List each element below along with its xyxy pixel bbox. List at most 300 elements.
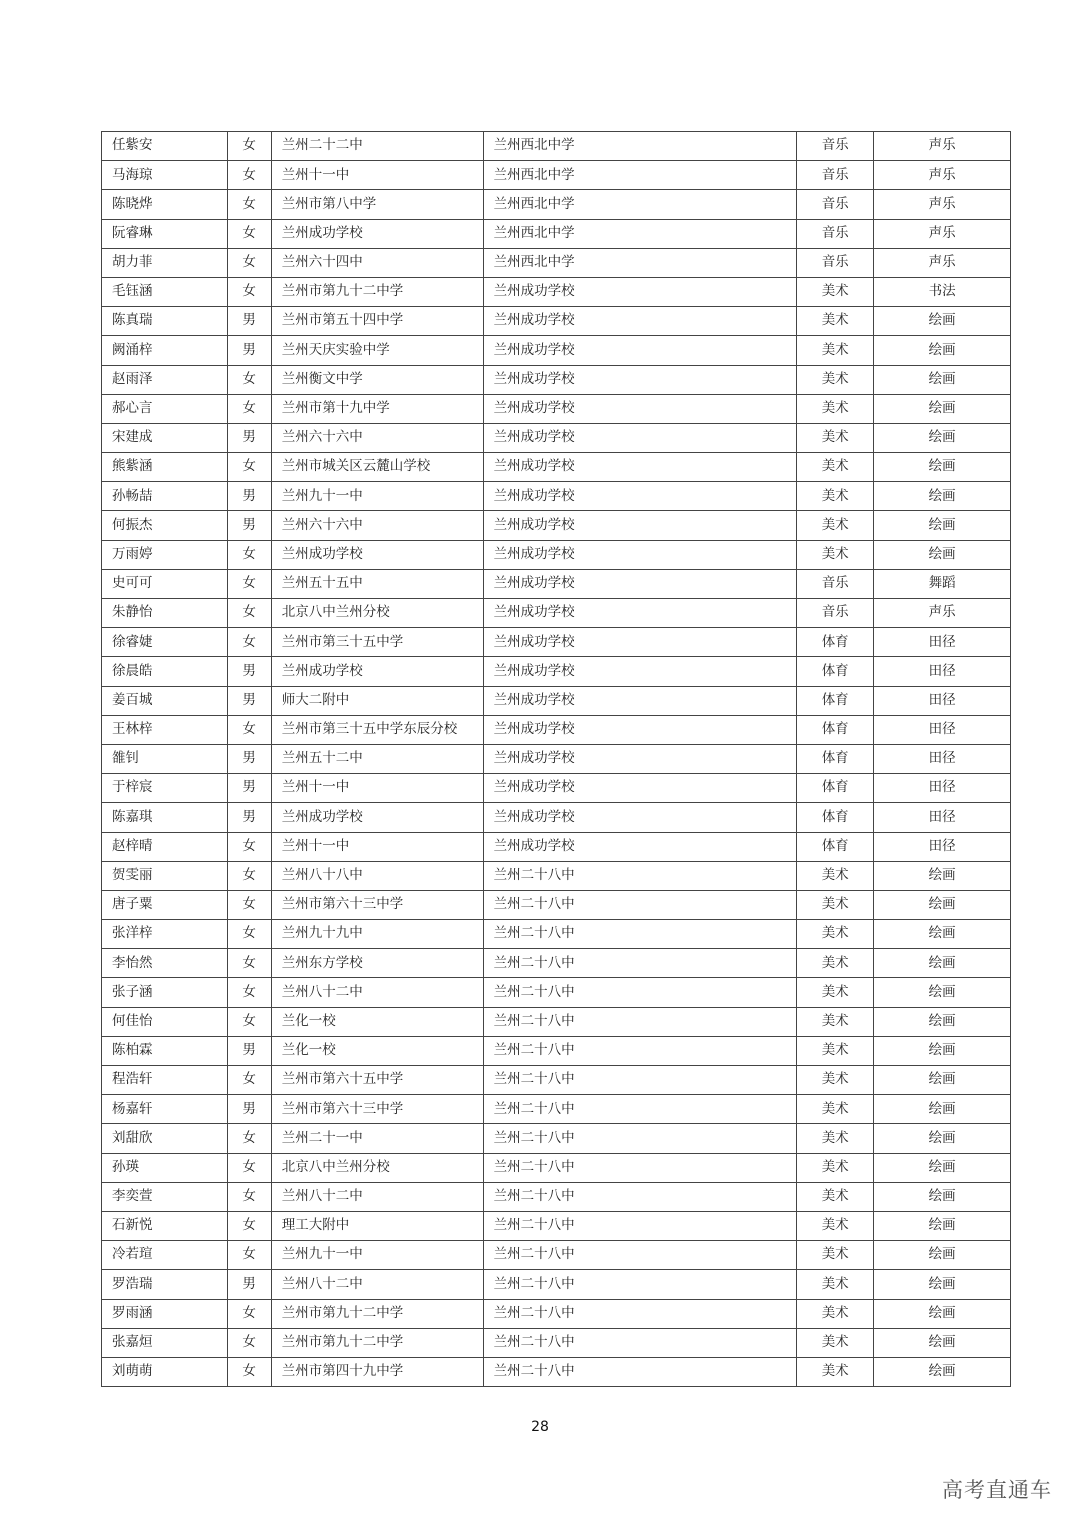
category-cell: 美术 (797, 336, 874, 365)
current-school-cell: 北京八中兰州分校 (271, 599, 483, 628)
current-school-cell: 兰州六十六中 (271, 511, 483, 540)
gender-cell: 女 (227, 394, 271, 423)
admitted-school-cell: 兰州二十八中 (483, 1124, 796, 1153)
current-school-cell: 兰州九十一中 (271, 1241, 483, 1270)
current-school-cell: 北京八中兰州分校 (271, 1153, 483, 1182)
table-row (102, 803, 1011, 832)
current-school-cell: 兰州衡文中学 (271, 365, 483, 394)
table-row (102, 1299, 1011, 1328)
gender-cell: 男 (227, 511, 271, 540)
category-cell: 体育 (797, 686, 874, 715)
table-row (102, 628, 1011, 657)
category-cell: 美术 (797, 453, 874, 482)
category-cell: 音乐 (797, 569, 874, 598)
gender-cell: 女 (227, 1182, 271, 1211)
subcategory-cell: 声乐 (874, 132, 1011, 161)
category-cell: 美术 (797, 511, 874, 540)
admitted-school-cell: 兰州二十八中 (483, 1211, 796, 1240)
current-school-cell: 兰州八十二中 (271, 1270, 483, 1299)
student-name-cell: 陈真瑞 (102, 307, 228, 336)
category-cell: 美术 (797, 861, 874, 890)
subcategory-cell: 绘画 (874, 423, 1011, 452)
student-name-cell: 雒钊 (102, 744, 228, 773)
subcategory-cell: 声乐 (874, 248, 1011, 277)
current-school-cell: 兰州九十九中 (271, 920, 483, 949)
subcategory-cell: 声乐 (874, 190, 1011, 219)
table-row (102, 423, 1011, 452)
student-name-cell: 陈柏霖 (102, 1036, 228, 1065)
subcategory-cell: 田径 (874, 774, 1011, 803)
student-name-cell: 阙涌梓 (102, 336, 228, 365)
subcategory-cell: 绘画 (874, 920, 1011, 949)
gender-cell: 男 (227, 774, 271, 803)
subcategory-cell: 绘画 (874, 978, 1011, 1007)
category-cell: 美术 (797, 920, 874, 949)
subcategory-cell: 绘画 (874, 1153, 1011, 1182)
admitted-school-cell: 兰州二十八中 (483, 949, 796, 978)
category-cell: 音乐 (797, 190, 874, 219)
subcategory-cell: 声乐 (874, 161, 1011, 190)
gender-cell: 女 (227, 1153, 271, 1182)
admitted-school-cell: 兰州二十八中 (483, 1270, 796, 1299)
admitted-school-cell: 兰州西北中学 (483, 132, 796, 161)
subcategory-cell: 绘画 (874, 861, 1011, 890)
student-name-cell: 李怡然 (102, 949, 228, 978)
table-row (102, 219, 1011, 248)
student-name-cell: 于梓宸 (102, 774, 228, 803)
subcategory-cell: 绘画 (874, 1182, 1011, 1211)
gender-cell: 女 (227, 453, 271, 482)
category-cell: 美术 (797, 1270, 874, 1299)
table-row (102, 132, 1011, 161)
student-name-cell: 冷若瑄 (102, 1241, 228, 1270)
category-cell: 美术 (797, 307, 874, 336)
category-cell: 美术 (797, 482, 874, 511)
gender-cell: 女 (227, 1066, 271, 1095)
current-school-cell: 兰州五十五中 (271, 569, 483, 598)
gender-cell: 女 (227, 861, 271, 890)
subcategory-cell: 绘画 (874, 1270, 1011, 1299)
category-cell: 美术 (797, 1211, 874, 1240)
student-name-cell: 杨嘉轩 (102, 1095, 228, 1124)
category-cell: 美术 (797, 890, 874, 919)
admitted-school-cell: 兰州成功学校 (483, 307, 796, 336)
student-name-cell: 张洋梓 (102, 920, 228, 949)
table-row (102, 336, 1011, 365)
student-name-cell: 毛钰涵 (102, 277, 228, 306)
subcategory-cell: 绘画 (874, 540, 1011, 569)
gender-cell: 女 (227, 248, 271, 277)
subcategory-cell: 绘画 (874, 1066, 1011, 1095)
table-row (102, 715, 1011, 744)
gender-cell: 女 (227, 949, 271, 978)
admitted-school-cell: 兰州成功学校 (483, 744, 796, 773)
admitted-school-cell: 兰州成功学校 (483, 336, 796, 365)
admitted-school-cell: 兰州成功学校 (483, 832, 796, 861)
table-row (102, 1357, 1011, 1386)
gender-cell: 女 (227, 277, 271, 306)
category-cell: 体育 (797, 803, 874, 832)
admitted-school-cell: 兰州二十八中 (483, 1007, 796, 1036)
gender-cell: 男 (227, 423, 271, 452)
subcategory-cell: 田径 (874, 832, 1011, 861)
subcategory-cell: 田径 (874, 715, 1011, 744)
admitted-school-cell: 兰州二十八中 (483, 1357, 796, 1386)
current-school-cell: 兰州六十四中 (271, 248, 483, 277)
subcategory-cell: 绘画 (874, 1241, 1011, 1270)
current-school-cell: 兰州市第三十五中学 (271, 628, 483, 657)
gender-cell: 男 (227, 686, 271, 715)
category-cell: 美术 (797, 1036, 874, 1065)
current-school-cell: 理工大附中 (271, 1211, 483, 1240)
student-name-cell: 赵梓晴 (102, 832, 228, 861)
table-row (102, 511, 1011, 540)
admitted-school-cell: 兰州成功学校 (483, 423, 796, 452)
admitted-school-cell: 兰州二十八中 (483, 1066, 796, 1095)
table-row (102, 1036, 1011, 1065)
admitted-school-cell: 兰州二十八中 (483, 1328, 796, 1357)
category-cell: 美术 (797, 978, 874, 1007)
table-row (102, 365, 1011, 394)
subcategory-cell: 绘画 (874, 949, 1011, 978)
subcategory-cell: 绘画 (874, 394, 1011, 423)
gender-cell: 女 (227, 1241, 271, 1270)
student-name-cell: 郝心言 (102, 394, 228, 423)
category-cell: 美术 (797, 1153, 874, 1182)
student-name-cell: 陈晓烨 (102, 190, 228, 219)
gender-cell: 男 (227, 744, 271, 773)
current-school-cell: 兰州市第九十二中学 (271, 1299, 483, 1328)
table-row (102, 1124, 1011, 1153)
current-school-cell: 兰州成功学校 (271, 540, 483, 569)
table-row (102, 686, 1011, 715)
roster-body (102, 132, 1011, 1387)
current-school-cell: 兰州八十八中 (271, 861, 483, 890)
subcategory-cell: 田径 (874, 628, 1011, 657)
student-name-cell: 石新悦 (102, 1211, 228, 1240)
current-school-cell: 兰化一校 (271, 1036, 483, 1065)
admitted-school-cell: 兰州西北中学 (483, 190, 796, 219)
category-cell: 体育 (797, 832, 874, 861)
current-school-cell: 兰州六十六中 (271, 423, 483, 452)
student-name-cell: 张子涵 (102, 978, 228, 1007)
student-name-cell: 贺雯丽 (102, 861, 228, 890)
admitted-school-cell: 兰州二十八中 (483, 1299, 796, 1328)
student-name-cell: 何振杰 (102, 511, 228, 540)
table-row (102, 1270, 1011, 1299)
subcategory-cell: 绘画 (874, 365, 1011, 394)
current-school-cell: 兰州市第九十二中学 (271, 277, 483, 306)
gender-cell: 女 (227, 890, 271, 919)
category-cell: 美术 (797, 1124, 874, 1153)
student-name-cell: 刘甜欣 (102, 1124, 228, 1153)
gender-cell: 男 (227, 336, 271, 365)
subcategory-cell: 绘画 (874, 453, 1011, 482)
admitted-school-cell: 兰州成功学校 (483, 599, 796, 628)
table-row (102, 1153, 1011, 1182)
category-cell: 美术 (797, 1182, 874, 1211)
gender-cell: 女 (227, 161, 271, 190)
admitted-school-cell: 兰州二十八中 (483, 1241, 796, 1270)
gender-cell: 男 (227, 482, 271, 511)
admitted-school-cell: 兰州成功学校 (483, 540, 796, 569)
current-school-cell: 兰州市第五十四中学 (271, 307, 483, 336)
admitted-school-cell: 兰州二十八中 (483, 1182, 796, 1211)
current-school-cell: 兰州十一中 (271, 161, 483, 190)
admitted-school-cell: 兰州成功学校 (483, 511, 796, 540)
current-school-cell: 师大二附中 (271, 686, 483, 715)
category-cell: 美术 (797, 1095, 874, 1124)
subcategory-cell: 田径 (874, 686, 1011, 715)
category-cell: 体育 (797, 628, 874, 657)
roster-table (101, 131, 1011, 1387)
gender-cell: 女 (227, 1211, 271, 1240)
page-number: 28 (531, 1419, 549, 1435)
category-cell: 美术 (797, 423, 874, 452)
student-name-cell: 张嘉烜 (102, 1328, 228, 1357)
student-name-cell: 姜百城 (102, 686, 228, 715)
gender-cell: 女 (227, 628, 271, 657)
current-school-cell: 兰州二十一中 (271, 1124, 483, 1153)
current-school-cell: 兰州成功学校 (271, 803, 483, 832)
table-row (102, 744, 1011, 773)
subcategory-cell: 绘画 (874, 1095, 1011, 1124)
admitted-school-cell: 兰州成功学校 (483, 686, 796, 715)
watermark-text: 高考直通车 (942, 1478, 1052, 1502)
current-school-cell: 兰州市第十九中学 (271, 394, 483, 423)
subcategory-cell: 绘画 (874, 1007, 1011, 1036)
current-school-cell: 兰州五十二中 (271, 744, 483, 773)
table-row (102, 832, 1011, 861)
current-school-cell: 兰州八十二中 (271, 978, 483, 1007)
table-row (102, 540, 1011, 569)
subcategory-cell: 绘画 (874, 890, 1011, 919)
admitted-school-cell: 兰州二十八中 (483, 978, 796, 1007)
admitted-school-cell: 兰州二十八中 (483, 1153, 796, 1182)
table-row (102, 1007, 1011, 1036)
gender-cell: 女 (227, 978, 271, 1007)
category-cell: 音乐 (797, 248, 874, 277)
student-name-cell: 何佳怡 (102, 1007, 228, 1036)
current-school-cell: 兰化一校 (271, 1007, 483, 1036)
current-school-cell: 兰州二十二中 (271, 132, 483, 161)
current-school-cell: 兰州东方学校 (271, 949, 483, 978)
table-row (102, 1211, 1011, 1240)
student-name-cell: 胡力菲 (102, 248, 228, 277)
gender-cell: 女 (227, 1328, 271, 1357)
table-row (102, 774, 1011, 803)
subcategory-cell: 绘画 (874, 1328, 1011, 1357)
table-row (102, 453, 1011, 482)
category-cell: 体育 (797, 715, 874, 744)
current-school-cell: 兰州市第八中学 (271, 190, 483, 219)
student-name-cell: 李奕萱 (102, 1182, 228, 1211)
table-row (102, 482, 1011, 511)
current-school-cell: 兰州天庆实验中学 (271, 336, 483, 365)
category-cell: 音乐 (797, 161, 874, 190)
category-cell: 美术 (797, 277, 874, 306)
gender-cell: 女 (227, 540, 271, 569)
admitted-school-cell: 兰州成功学校 (483, 394, 796, 423)
admitted-school-cell: 兰州成功学校 (483, 453, 796, 482)
subcategory-cell: 田径 (874, 803, 1011, 832)
subcategory-cell: 绘画 (874, 1299, 1011, 1328)
category-cell: 美术 (797, 394, 874, 423)
table-row (102, 190, 1011, 219)
gender-cell: 女 (227, 599, 271, 628)
category-cell: 体育 (797, 744, 874, 773)
admitted-school-cell: 兰州成功学校 (483, 774, 796, 803)
current-school-cell: 兰州市城关区云麓山学校 (271, 453, 483, 482)
student-name-cell: 孙畅喆 (102, 482, 228, 511)
table-row (102, 1328, 1011, 1357)
student-name-cell: 刘萌萌 (102, 1357, 228, 1386)
admitted-school-cell: 兰州二十八中 (483, 861, 796, 890)
table-row (102, 1066, 1011, 1095)
table-row (102, 978, 1011, 1007)
table-row (102, 1182, 1011, 1211)
student-name-cell: 罗浩瑞 (102, 1270, 228, 1299)
gender-cell: 女 (227, 569, 271, 598)
category-cell: 美术 (797, 949, 874, 978)
category-cell: 美术 (797, 1007, 874, 1036)
category-cell: 音乐 (797, 219, 874, 248)
admitted-school-cell: 兰州二十八中 (483, 1036, 796, 1065)
gender-cell: 女 (227, 1007, 271, 1036)
table-row (102, 569, 1011, 598)
gender-cell: 女 (227, 715, 271, 744)
student-name-cell: 罗雨涵 (102, 1299, 228, 1328)
category-cell: 音乐 (797, 132, 874, 161)
table-row (102, 657, 1011, 686)
gender-cell: 男 (227, 1036, 271, 1065)
gender-cell: 女 (227, 219, 271, 248)
student-name-cell: 任紫安 (102, 132, 228, 161)
current-school-cell: 兰州市第六十三中学 (271, 890, 483, 919)
gender-cell: 女 (227, 365, 271, 394)
student-name-cell: 阮睿琳 (102, 219, 228, 248)
current-school-cell: 兰州八十二中 (271, 1182, 483, 1211)
gender-cell: 女 (227, 132, 271, 161)
admitted-school-cell: 兰州西北中学 (483, 161, 796, 190)
current-school-cell: 兰州市第九十二中学 (271, 1328, 483, 1357)
table-row (102, 861, 1011, 890)
table-row (102, 161, 1011, 190)
category-cell: 美术 (797, 540, 874, 569)
gender-cell: 女 (227, 920, 271, 949)
subcategory-cell: 绘画 (874, 307, 1011, 336)
gender-cell: 女 (227, 1124, 271, 1153)
table-row (102, 1095, 1011, 1124)
subcategory-cell: 声乐 (874, 599, 1011, 628)
subcategory-cell: 绘画 (874, 1036, 1011, 1065)
subcategory-cell: 书法 (874, 277, 1011, 306)
admitted-school-cell: 兰州二十八中 (483, 890, 796, 919)
table-row (102, 394, 1011, 423)
student-name-cell: 陈嘉琪 (102, 803, 228, 832)
table-row (102, 277, 1011, 306)
table-row (102, 890, 1011, 919)
category-cell: 体育 (797, 774, 874, 803)
student-name-cell: 孙瑛 (102, 1153, 228, 1182)
category-cell: 美术 (797, 1241, 874, 1270)
gender-cell: 女 (227, 1357, 271, 1386)
category-cell: 美术 (797, 1357, 874, 1386)
subcategory-cell: 绘画 (874, 1124, 1011, 1153)
gender-cell: 男 (227, 1270, 271, 1299)
student-name-cell: 程浩轩 (102, 1066, 228, 1095)
current-school-cell: 兰州十一中 (271, 774, 483, 803)
student-name-cell: 朱静怡 (102, 599, 228, 628)
gender-cell: 女 (227, 1299, 271, 1328)
gender-cell: 女 (227, 832, 271, 861)
subcategory-cell: 田径 (874, 657, 1011, 686)
table-row (102, 1241, 1011, 1270)
admitted-school-cell: 兰州二十八中 (483, 1095, 796, 1124)
table-row (102, 599, 1011, 628)
admitted-school-cell: 兰州二十八中 (483, 920, 796, 949)
current-school-cell: 兰州市第四十九中学 (271, 1357, 483, 1386)
subcategory-cell: 舞蹈 (874, 569, 1011, 598)
student-name-cell: 马海琼 (102, 161, 228, 190)
subcategory-cell: 绘画 (874, 336, 1011, 365)
student-name-cell: 王林梓 (102, 715, 228, 744)
gender-cell: 女 (227, 190, 271, 219)
subcategory-cell: 绘画 (874, 1357, 1011, 1386)
current-school-cell: 兰州市第六十三中学 (271, 1095, 483, 1124)
gender-cell: 男 (227, 803, 271, 832)
admitted-school-cell: 兰州成功学校 (483, 277, 796, 306)
current-school-cell: 兰州成功学校 (271, 657, 483, 686)
table-row (102, 307, 1011, 336)
admitted-school-cell: 兰州成功学校 (483, 715, 796, 744)
admitted-school-cell: 兰州成功学校 (483, 482, 796, 511)
table-row (102, 949, 1011, 978)
admitted-school-cell: 兰州西北中学 (483, 219, 796, 248)
subcategory-cell: 声乐 (874, 219, 1011, 248)
category-cell: 美术 (797, 365, 874, 394)
gender-cell: 男 (227, 657, 271, 686)
student-name-cell: 徐睿婕 (102, 628, 228, 657)
subcategory-cell: 绘画 (874, 482, 1011, 511)
student-name-cell: 赵雨泽 (102, 365, 228, 394)
category-cell: 体育 (797, 657, 874, 686)
current-school-cell: 兰州十一中 (271, 832, 483, 861)
current-school-cell: 兰州九十一中 (271, 482, 483, 511)
admitted-school-cell: 兰州西北中学 (483, 248, 796, 277)
current-school-cell: 兰州市第三十五中学东辰分校 (271, 715, 483, 744)
subcategory-cell: 绘画 (874, 511, 1011, 540)
current-school-cell: 兰州成功学校 (271, 219, 483, 248)
subcategory-cell: 田径 (874, 744, 1011, 773)
category-cell: 音乐 (797, 599, 874, 628)
student-name-cell: 万雨婷 (102, 540, 228, 569)
admitted-school-cell: 兰州成功学校 (483, 365, 796, 394)
student-name-cell: 熊紫涵 (102, 453, 228, 482)
current-school-cell: 兰州市第六十五中学 (271, 1066, 483, 1095)
admitted-school-cell: 兰州成功学校 (483, 657, 796, 686)
student-name-cell: 史可可 (102, 569, 228, 598)
student-name-cell: 徐晨皓 (102, 657, 228, 686)
subcategory-cell: 绘画 (874, 1211, 1011, 1240)
admitted-school-cell: 兰州成功学校 (483, 803, 796, 832)
category-cell: 美术 (797, 1066, 874, 1095)
gender-cell: 男 (227, 307, 271, 336)
table-row (102, 920, 1011, 949)
category-cell: 美术 (797, 1328, 874, 1357)
student-name-cell: 宋建成 (102, 423, 228, 452)
admitted-school-cell: 兰州成功学校 (483, 628, 796, 657)
